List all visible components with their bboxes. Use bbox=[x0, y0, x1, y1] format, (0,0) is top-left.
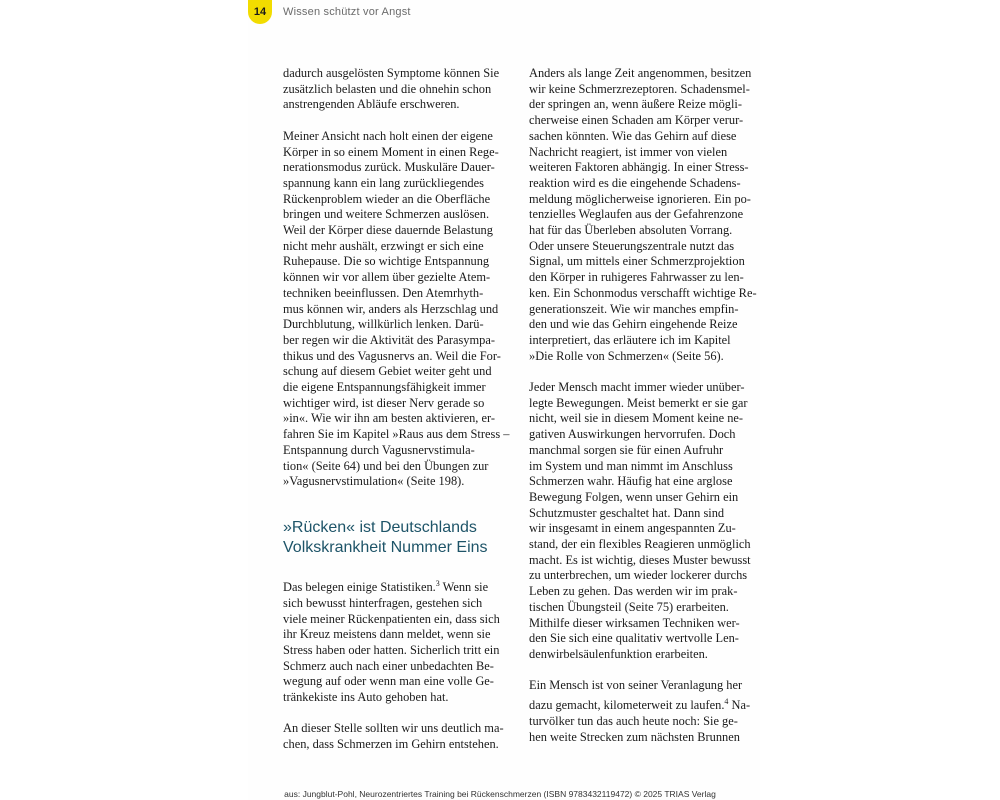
paragraph bbox=[529, 380, 754, 663]
paragraph bbox=[283, 576, 508, 706]
text-line: Meiner Ansicht nach holt einen der eigene bbox=[283, 128, 493, 143]
text-line: Jeder Mensch macht immer wieder unüber- bbox=[529, 380, 745, 395]
text-line: Durchblutung, willkürlich lenken. Darü- bbox=[283, 317, 484, 332]
text-line: Entspannung durch Vagusnervstimula- bbox=[283, 442, 475, 457]
text-line: Rückenproblem wieder an die Oberfläche bbox=[283, 191, 491, 206]
footnote-marker: 3 bbox=[435, 578, 440, 588]
text-line: können wir vor allem über gezielte Atem- bbox=[283, 270, 491, 285]
text-line: spannung kann ein lang zurückliegendes bbox=[283, 175, 484, 190]
left-column bbox=[283, 66, 508, 753]
text-line: stand, der ein flexibles Reagieren unmöglich bbox=[529, 537, 751, 552]
text-line: tischen Übungsteil (Seite 75) erarbeiten. bbox=[529, 599, 729, 614]
footer-credit: aus: Jungblut-Pohl, Neurozentriertes Training bei Rückenschmerzen (ISBN 9783432119472) © 2025 TRIAS Verlag bbox=[284, 789, 716, 799]
text-line: viele meiner Rückenpatienten ein, dass sich bbox=[283, 611, 500, 626]
text-line: legte Bewegungen. Meist bemerkt er sie gar bbox=[529, 395, 748, 410]
text-line: anstrengenden Abläufe erschweren. bbox=[283, 97, 460, 112]
text-line: »Die Rolle von Schmerzen« (Seite 56). bbox=[529, 348, 724, 363]
text-line: sachen könnten. Wie das Gehirn auf diese bbox=[529, 128, 737, 143]
text-line: An dieser Stelle sollten wir uns deutlich ma- bbox=[283, 721, 504, 736]
text-line: Leben zu gehen. Das werden wir im prak- bbox=[529, 584, 738, 599]
text-fragment: Das belegen einige Statistiken. bbox=[283, 580, 436, 595]
text-line: Schmerz auch nach einer unbedachten Be- bbox=[283, 658, 494, 673]
text-line: wir insgesamt in einem angespannten Zu- bbox=[529, 521, 736, 536]
text-line: Mithilfe dieser wirksamen Techniken wer- bbox=[529, 615, 740, 630]
paragraph bbox=[283, 66, 508, 113]
text-line: der springen an, wenn äußere Reize mögli- bbox=[529, 97, 742, 112]
text-line: zu unterbrechen, um wieder lockerer durchs bbox=[529, 568, 748, 583]
text-line: weiteren Faktoren abhängig. In einer Stress- bbox=[529, 160, 749, 175]
text-line: den Sie sich eine qualitativ wertvolle Len- bbox=[529, 631, 739, 646]
text-line: Signal, um mittels einer Schmerzprojektion bbox=[529, 254, 745, 269]
text-line bbox=[529, 694, 754, 714]
text-line: mus können wir, anders als Herzschlag und bbox=[283, 301, 499, 316]
text-line: Oder unsere Steuerungszentrale nutzt das bbox=[529, 238, 735, 253]
text-line: Körper in so einem Moment in einen Rege- bbox=[283, 144, 499, 159]
text-line: dadurch ausgelösten Symptome können Sie bbox=[283, 66, 500, 80]
text-line: den Körper in ruhigeres Fahrwasser zu len- bbox=[529, 270, 744, 285]
text-line: »in«. Wie wir ihn am besten aktivieren, er- bbox=[283, 411, 496, 426]
text-line: Stress haben oder hatten. Sicherlich tritt ein bbox=[283, 642, 500, 657]
text-line: nicht mehr aushält, erzwingt er sich eine bbox=[283, 238, 484, 253]
text-line: interpretiert, das erläutere ich im Kapitel bbox=[529, 332, 731, 347]
text-line: sich bewusst hinterfragen, gestehen sich bbox=[283, 595, 483, 610]
page-number: 14 bbox=[253, 6, 267, 18]
text-fragment: Wenn sie bbox=[439, 580, 489, 595]
right-column bbox=[529, 66, 757, 745]
text-line: Ein Mensch ist von seiner Veranlagung her bbox=[529, 678, 743, 693]
text-line: im System und man nimmt im Anschluss bbox=[529, 458, 733, 473]
text-line: techniken beeinflussen. Den Atemrhyth- bbox=[283, 285, 484, 300]
text-line: die eigene Entspannungsfähigkeit immer bbox=[283, 380, 486, 395]
text-line: »Vagusnervstimulation« (Seite 198). bbox=[283, 474, 465, 489]
text-line: fahren Sie im Kapitel »Raus aus dem Stress – bbox=[283, 427, 510, 442]
text-line: hen weite Strecken zum nächsten Brunnen bbox=[529, 729, 740, 744]
text-line: ken. Ein Schonmodus verschafft wichtige Re- bbox=[529, 285, 757, 300]
heading-line: Volkskrankheit Nummer Eins bbox=[283, 538, 488, 556]
page-number-badge bbox=[248, 0, 272, 24]
text-line: thikus und des Vagusnervs an. Weil die For- bbox=[283, 348, 501, 363]
text-line: Schutzmuster geschaltet hat. Dann sind bbox=[529, 505, 725, 520]
text-line bbox=[283, 576, 508, 596]
text-line: ber regen wir die Aktivität des Parasympa- bbox=[283, 332, 495, 347]
text-line: generationszeit. Wie wir manches empfin- bbox=[529, 301, 739, 316]
text-line: tränkekiste ins Auto gehoben hat. bbox=[283, 690, 449, 705]
text-line: schung auf diesem Gebiet weiter geht und bbox=[283, 364, 492, 379]
text-line: hat für das Überleben absoluten Vorrang. bbox=[529, 223, 733, 238]
text-line: wichtiger wird, ist dieser Nerv gerade so bbox=[283, 395, 485, 410]
text-line: tion« (Seite 64) und bei den Übungen zur bbox=[283, 458, 489, 473]
text-line: Schmerzen wahr. Häufig hat eine arglose bbox=[529, 474, 733, 489]
text-line: macht. Es ist wichtig, dieses Muster bewusst bbox=[529, 552, 751, 567]
text-line: den und wie das Gehirn eingehende Reize bbox=[529, 317, 738, 332]
text-line: bringen und weitere Schmerzen auslösen. bbox=[283, 207, 490, 222]
text-line: denwirbelsäulenfunktion erarbeiten. bbox=[529, 647, 708, 661]
text-line: Bewegung Folgen, wenn unser Gehirn ein bbox=[529, 489, 739, 504]
text-line: nerationsmodus zurück. Muskuläre Dauer- bbox=[283, 160, 495, 175]
paragraph bbox=[529, 678, 754, 745]
text-line: nicht, weil sie in diesem Moment keine ne- bbox=[529, 411, 744, 426]
text-line: reaktion wird es die eingehende Schadens- bbox=[529, 175, 741, 190]
text-line: wir keine Schmerzrezeptoren. Schadensmel- bbox=[529, 81, 750, 96]
text-line: Anders als lange Zeit angenommen, besitzen bbox=[529, 66, 752, 80]
paragraph bbox=[283, 721, 508, 752]
text-line: chen, dass Schmerzen im Gehirn entstehen. bbox=[283, 737, 499, 752]
running-head: Wissen schützt vor Angst bbox=[283, 6, 411, 18]
paragraph bbox=[529, 66, 757, 364]
text-line: turvölker tun das auch heute noch: Sie ge- bbox=[529, 713, 738, 728]
text-line: zusätzlich belasten und die ohnehin schon bbox=[283, 81, 492, 96]
text-line: wegung auf oder wenn man eine volle Ge- bbox=[283, 674, 494, 689]
heading-line: »Rücken« ist Deutschlands bbox=[283, 518, 477, 536]
text-line: gativen Auswirkungen hervorrufen. Doch bbox=[529, 427, 736, 442]
paragraph bbox=[283, 129, 508, 490]
footnote-marker: 4 bbox=[724, 697, 729, 707]
text-line: Ruhepause. Die so wichtige Entspannung bbox=[283, 254, 490, 269]
text-fragment: dazu gemacht, kilometerweit zu laufen. bbox=[529, 698, 725, 713]
text-line: Nachricht reagiert, ist immer von vielen bbox=[529, 144, 728, 159]
text-line: manchmal sorgen sie für einen Aufruhr bbox=[529, 442, 724, 457]
text-line: meldung möglicherweise ignorieren. Ein po- bbox=[529, 191, 751, 206]
text-line: ihr Kreuz meistens dann meldet, wenn sie bbox=[283, 627, 491, 642]
text-line: cherweise einen Schaden am Körper verur- bbox=[529, 113, 744, 128]
text-line: tenzielles Weglaufen aus der Gefahrenzone bbox=[529, 207, 744, 222]
text-fragment: Na- bbox=[728, 698, 751, 713]
section-heading bbox=[283, 518, 508, 558]
text-line: Weil der Körper diese dauernde Belastung bbox=[283, 223, 493, 238]
